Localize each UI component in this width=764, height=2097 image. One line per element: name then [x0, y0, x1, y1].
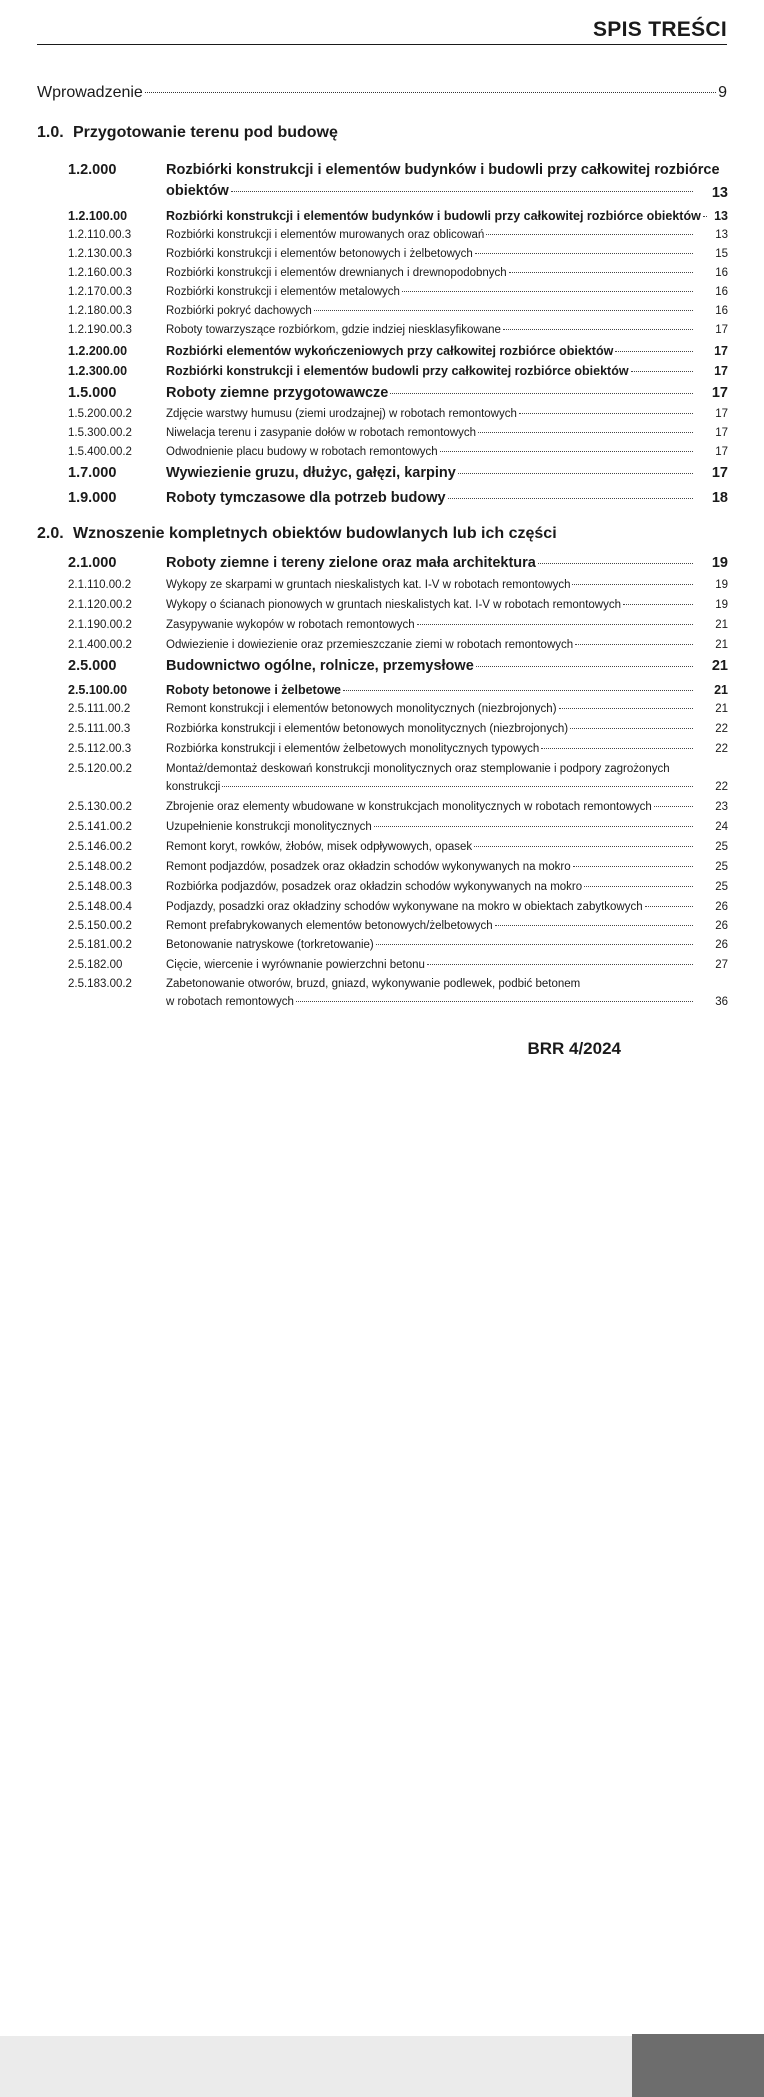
dot-leader: [654, 806, 693, 807]
dot-leader: [440, 451, 693, 452]
toc-entry-page: 17: [715, 427, 728, 439]
toc-entry-page: 36: [715, 996, 728, 1008]
toc-entry-title: Rozbiórki konstrukcji i elementów drewnianych i drewnopodobnych: [166, 267, 507, 279]
toc-entry-page: 19: [715, 599, 728, 611]
toc-entry-code: 2.5.100.00: [68, 683, 128, 697]
toc-entry-page: 16: [715, 305, 728, 317]
dot-leader: [703, 216, 707, 217]
toc-entry-title: Rozbiórka podjazdów, posadzek oraz okładzin schodów wykonywanych na mokro: [166, 881, 583, 893]
dot-leader: [417, 624, 693, 625]
toc-entry-title: Roboty tymczasowe dla potrzeb budowy: [166, 490, 446, 506]
page-header-title: SPIS TREŚCI: [593, 18, 727, 41]
toc-entry-page: 26: [715, 920, 728, 932]
dot-leader: [486, 234, 693, 235]
toc-entry-title: Cięcie, wiercenie i wyrównanie powierzchni betonu: [166, 959, 425, 971]
toc-entry-code: 2.5.111.00.2: [68, 703, 131, 715]
toc-entry-code: 2.5.000: [68, 658, 117, 674]
toc-entry-page: 21: [715, 619, 728, 631]
toc-entry-page: 19: [711, 555, 728, 571]
toc-entry-code: 1.2.300.00: [68, 364, 128, 378]
section-heading: [37, 124, 338, 142]
section-title: Przygotowanie terenu pod budowę: [73, 124, 338, 141]
dot-leader: [559, 708, 693, 709]
dot-leader: [222, 786, 693, 787]
dot-leader: [572, 584, 693, 585]
toc-entry-code: 2.1.190.00.2: [68, 619, 132, 631]
toc-entry-page: 13: [715, 229, 728, 241]
toc-entry-title: Roboty ziemne przygotowawcze: [166, 385, 389, 401]
toc-entry-code: 1.5.200.00.2: [68, 408, 132, 420]
toc-entry-title: obiektów: [166, 183, 229, 199]
toc-entry-page: 22: [715, 781, 728, 793]
toc-entry-title: konstrukcji: [166, 781, 221, 793]
toc-entry-code: 1.2.180.00.3: [68, 305, 132, 317]
dot-leader: [584, 886, 693, 887]
toc-entry-title: Zasypywanie wykopów w robotach remontowych: [166, 619, 415, 631]
dot-leader: [631, 371, 693, 372]
section-title: Wznoszenie kompletnych obiektów budowlanych lub ich części: [73, 525, 557, 542]
toc-entry-page: 17: [711, 465, 728, 481]
dot-leader: [503, 329, 693, 330]
page-number: 3: [717, 1039, 727, 1058]
toc-entry-page: 22: [715, 743, 728, 755]
toc-entry-title: Rozbiórka konstrukcji i elementów żelbetowych monolitycznych typowych: [166, 743, 540, 755]
dot-leader: [476, 666, 693, 667]
dot-leader: [314, 310, 693, 311]
toc-entry-page: 25: [715, 841, 728, 853]
toc-entry-code: 1.2.100.00: [68, 209, 128, 223]
toc-entry-code: 1.5.000: [68, 385, 117, 401]
toc-entry-page: 21: [714, 683, 728, 697]
toc-entry-code: 1.2.110.00.3: [68, 229, 132, 241]
toc-entry-page: 26: [715, 901, 728, 913]
toc-entry-code: 2.5.148.00.3: [68, 881, 132, 893]
toc-entry-code: 1.5.300.00.2: [68, 427, 132, 439]
toc-entry-code: 2.1.110.00.2: [68, 579, 132, 591]
footer-publication-label: BRR 4/2024: [527, 1039, 621, 1058]
toc-entry-page: 13: [711, 185, 728, 201]
page-number-box: [632, 2034, 764, 2097]
toc-entry-title: Zdjęcie warstwy humusu (ziemi urodzajnej) w robotach remontowych: [166, 408, 517, 420]
dot-leader: [390, 393, 693, 394]
dot-leader: [343, 690, 693, 691]
header-rule: [37, 44, 727, 45]
toc-entry-page: 16: [715, 267, 728, 279]
toc-entry-title: Rozbiórki konstrukcji i elementów budynków i budowli przy całkowitej rozbiórce obiektów: [166, 209, 701, 223]
toc-entry-title: Odwodnienie placu budowy w robotach remontowych: [166, 446, 438, 458]
toc-entry-title: Uzupełnienie konstrukcji monolitycznych: [166, 821, 372, 833]
toc-entry-page: 22: [715, 723, 728, 735]
toc-entry-title: Remont koryt, rowków, żłobów, misek odpływowych, opasek: [166, 841, 473, 853]
toc-entry-page: 17: [715, 446, 728, 458]
toc-entry-page: 27: [715, 959, 728, 971]
toc-entry-title: Budownictwo ogólne, rolnicze, przemysłowe: [166, 658, 474, 674]
toc-entry-code: 2.1.120.00.2: [68, 599, 132, 611]
toc-entry-page: 17: [715, 324, 728, 336]
footer: [0, 1017, 764, 1080]
toc-entry-title: Montaż/demontaż deskowań konstrukcji monolitycznych oraz stemplowanie i podpory zagrożonych: [166, 763, 670, 775]
toc-entry-page: 26: [715, 939, 728, 951]
toc-entry-page: 17: [714, 364, 728, 378]
toc-entry-page: 21: [711, 658, 728, 674]
dot-leader: [495, 925, 693, 926]
toc-entry-code: 1.2.170.00.3: [68, 286, 132, 298]
dot-leader: [427, 964, 693, 965]
toc-entry-page: 21: [715, 639, 728, 651]
toc-entry-page: 19: [715, 579, 728, 591]
toc-entry-code: 2.1.400.00.2: [68, 639, 132, 651]
toc-entry-code: 2.5.148.00.2: [68, 861, 132, 873]
toc-entry-code: 2.1.000: [68, 555, 117, 571]
footer-bar: [0, 2036, 632, 2097]
toc-entry-code: 2.5.112.00.3: [68, 743, 132, 755]
toc-entry-title: Betonowanie natryskowe (torkretowanie): [166, 939, 374, 951]
dot-leader: [296, 1001, 693, 1002]
toc-entry-title: Roboty ziemne i tereny zielone oraz mała architektura: [166, 555, 536, 571]
toc-entry-title: Rozbiórka konstrukcji i elementów betonowych monolitycznych (niezbrojonych): [166, 723, 569, 735]
toc-entry-code: 1.2.200.00: [68, 344, 128, 358]
toc-entry-title: Zbrojenie oraz elementy wbudowane w konstrukcjach monolitycznych w robotach remontowych: [166, 801, 652, 813]
toc-entry-title: Rozbiórki konstrukcji i elementów betonowych i żelbetowych: [166, 248, 473, 260]
toc-intro-title: Wprowadzenie: [37, 84, 143, 101]
toc-entry-code: 1.7.000: [68, 465, 117, 481]
section-number: 1.0.: [37, 124, 64, 141]
toc-entry-title: Wykopy o ścianach pionowych w gruntach nieskalistych kat. I-V w robotach remontowych: [166, 599, 621, 611]
toc-entry-code: 2.5.111.00.3: [68, 723, 131, 735]
toc-entry-code: 1.9.000: [68, 490, 117, 506]
toc-entry-title: Niwelacja terenu i zasypanie dołów w robotach remontowych: [166, 427, 477, 439]
dot-leader: [538, 563, 693, 564]
toc-entry-page: 17: [715, 408, 728, 420]
toc-entry-title: Rozbiórki pokryć dachowych: [166, 305, 312, 317]
toc-entry-title: Remont prefabrykowanych elementów betonowych/żelbetowych: [166, 920, 493, 932]
toc-entry-code: 1.2.000: [68, 162, 117, 178]
toc-entry-page: 13: [714, 209, 728, 223]
dot-leader: [448, 498, 693, 499]
dot-leader: [615, 351, 693, 352]
toc-entry-title: Rozbiórki konstrukcji i elementów metalowych: [166, 286, 400, 298]
dot-leader: [145, 92, 716, 93]
toc-entry-title: w robotach remontowych: [166, 996, 294, 1008]
toc-entry-page: 15: [715, 248, 728, 260]
section-heading: [37, 525, 557, 543]
toc-entry-title: Rozbiórki konstrukcji i elementów budowli przy całkowitej rozbiórce obiektów: [166, 364, 629, 378]
dot-leader: [570, 728, 693, 729]
toc-entry-page: 21: [715, 703, 728, 715]
toc-entry-title: Roboty betonowe i żelbetowe: [166, 683, 342, 697]
toc-entry-code: 2.5.120.00.2: [68, 763, 132, 775]
toc-entry-page: 17: [711, 385, 728, 401]
toc-intro-page: 9: [718, 84, 727, 101]
toc-entry-page: 17: [714, 344, 728, 358]
toc-entry-code: 2.5.148.00.4: [68, 901, 132, 913]
dot-leader: [474, 846, 693, 847]
toc-entry-page: 25: [715, 861, 728, 873]
toc-entry-code: 2.5.181.00.2: [68, 939, 132, 951]
dot-leader: [231, 191, 693, 192]
toc-entry-page: 25: [715, 881, 728, 893]
dot-leader: [573, 866, 693, 867]
toc-entry-title: Wywiezienie gruzu, dłużyc, gałęzi, karpiny: [166, 465, 456, 481]
toc-entry-title: Roboty towarzyszące rozbiórkom, gdzie indziej niesklasyfikowane: [166, 324, 501, 336]
toc-entry-page: 18: [711, 490, 728, 506]
toc-entry-code: 1.2.130.00.3: [68, 248, 132, 260]
toc-entry-title: Odwiezienie i dowiezienie oraz przemieszczanie ziemi w robotach remontowych: [166, 639, 574, 651]
dot-leader: [374, 826, 693, 827]
toc-intro[interactable]: [37, 84, 727, 106]
toc-entry-title: Zabetonowanie otworów, bruzd, gniazd, wykonywanie podlewek, podbić betonem: [166, 978, 581, 990]
toc-entry-code: 1.2.160.00.3: [68, 267, 132, 279]
toc-entry-code: 2.5.182.00: [68, 959, 123, 971]
toc-entry-code: 2.5.141.00.2: [68, 821, 132, 833]
dot-leader: [575, 644, 693, 645]
dot-leader: [402, 291, 693, 292]
toc-entry-title: Wykopy ze skarpami w gruntach nieskalistych kat. I-V w robotach remontowych: [166, 579, 571, 591]
toc-entry-page: 23: [715, 801, 728, 813]
toc-entry-code: 2.5.146.00.2: [68, 841, 132, 853]
dot-leader: [541, 748, 693, 749]
toc-entry-title: Rozbiórki konstrukcji i elementów murowanych oraz oblicowań: [166, 229, 485, 241]
dot-leader: [645, 906, 693, 907]
dot-leader: [475, 253, 693, 254]
dot-leader: [519, 413, 693, 414]
toc-entry-title: Rozbiórki elementów wykończeniowych przy całkowitej rozbiórce obiektów: [166, 344, 614, 358]
toc-entry-code: 2.5.150.00.2: [68, 920, 132, 932]
section-number: 2.0.: [37, 525, 64, 542]
toc-entry-page: 16: [715, 286, 728, 298]
toc-entry-code: 1.2.190.00.3: [68, 324, 132, 336]
dot-leader: [478, 432, 693, 433]
toc-entry-code: 1.5.400.00.2: [68, 446, 132, 458]
toc-entry-title: Remont konstrukcji i elementów betonowych monolitycznych (niezbrojonych): [166, 703, 557, 715]
dot-leader: [509, 272, 693, 273]
toc-entry-page: 24: [715, 821, 728, 833]
toc-entry-title: Remont podjazdów, posadzek oraz okładzin schodów wykonywanych na mokro: [166, 861, 571, 873]
dot-leader: [623, 604, 693, 605]
toc-entry-title: Podjazdy, posadzki oraz okładziny schodów wykonywane na mokro w obiektach zabytkowych: [166, 901, 643, 913]
toc-entry-title: Rozbiórki konstrukcji i elementów budynków i budowli przy całkowitej rozbiórce: [166, 162, 720, 178]
toc-entry-code: 2.5.130.00.2: [68, 801, 132, 813]
dot-leader: [376, 944, 693, 945]
toc-entry-code: 2.5.183.00.2: [68, 978, 132, 990]
dot-leader: [458, 473, 693, 474]
